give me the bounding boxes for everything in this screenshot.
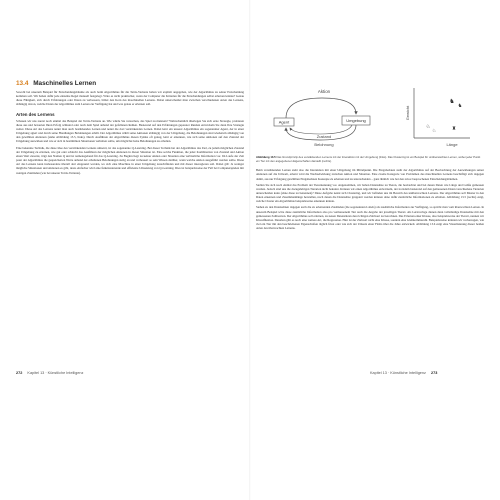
right-page (256, 76, 484, 386)
caption-label: Abbildung 13.5 (256, 156, 276, 159)
paragraph: Stehen zu den Datensätzen dagegen auch die zu erlernenden Zuständen (die sogenannten Labels) als zusätzliche Information zur Verfügung, so spricht man vom überwachten Lernen. In unserem Beispiel wäre diese zusätzliche Information also pro vermessenem Tier auch die Angabe der jeweiligen Tierart. Als Lernvorlage dienen dann vollständige Datensätze mit den gemessenen Zahlwerten. Der Algorithmus soll erlernen, zu neuen Datensätzen den richtigen Zahlwert zu berechnen. Das Erlernen einer Klasse, also beispielsweise der Tierart, nennen wir Klassifikation. Daneben gibt es noch eine weitere Art, die Regression. Hier ist der Zielwert nicht eine Klasse, sondern eine Gleitkommazahl. Beispielsweise könnten wir vorhersagen, wie viel ein Tier mit den beschriebenen Eigenschaften täglich frisst oder wie sich der Umsatz einer Firma über die Jahre entwickelt. Abbildung 13.6 zeigt eine Visualisierung dieser beiden Arten des überwachten Lernens. (256, 205, 484, 231)
right-footer (370, 371, 441, 375)
page-number: 273 (431, 371, 438, 375)
left-page (16, 76, 244, 386)
intro-paragraph: Sowohl bei unserem Beispiel für Entscheidungsbäume als auch beim Algorithmus für die Tetris-Variante haben wir explizit angegeben, wie der Algorithmus zu seiner Entscheidung kommen soll. Wir haben dafür jede einzelne Regel manuell festgelegt. Wäre es nicht praktischer, wenn der Computer die Kriterien für die Entscheidungen selbst erlernen könnte? Genau diese Fähigkeit, sich durch Erfahrungen oder Daten zu verbessern, bildet den Kern des maschinellen Lernens. Dabei unterscheidet man zwischen verschiedenen Arten des Lernens, abhängig davon, welche Daten der Algorithmus zum Lernen zur Verfügung hat und was genau er erlernen soll. (16, 90, 244, 107)
animal-icon: ♜ (451, 126, 457, 132)
animal-icon: ♞ (457, 103, 463, 109)
caption-text: Das Grundprinzip des verstärkenden Lernens mit der Interaktion mit der Umgebung (links). Das Clustering ist ein Beispiel für unüberwachtes Lernen, wobei jeder Punkt ein Tier mit den angegebenen Eigenschaften darstellt (rechts). (256, 156, 481, 163)
figure-13-5 (256, 76, 484, 154)
paragraph: Stellen Sie sich noch einmal das Problem der Tiererkennung vor. Angenommen, wir haben Datensätze zu Tieren, die beobachtet und bei denen Daten wie Länge und Größe gemessen wurden. Jedoch sind uns die dazugehörigen Tierarten nicht bekannt. Können wir einen Algorithmus entwickeln, der trotzdem basierend auf den gemessenen Daten verschiedene Tierarten unterscheiden kann (ohne diese zu benennen)? Diese Aufgabe nennt sich Clustering, und wir befinden uns im Bereich des unüberwachten Lernens. Der Algorithmus soll Muster in den Daten erkennen und Zusammenhänge herstellen, nach denen die Datensätze gruppiert werden können ohne dafür zusätzliche Informationen zu erhalten. Abbildung 13.5 (rechts) zeigt, welche Cluster ein Algorithmus beispielsweise erkennen könnte. (256, 182, 484, 204)
label-aktion: Aktion (317, 89, 331, 94)
paragraph: Beim verstärkenden Lernen steht also die Interaktion mit einer Umgebung im Mittelpunkt. Die Eingabedaten steht der Algorithmus auf der Beobachtung der Auswirkungen seiner Aktionen auf die Umwelt, erlernt wird die Wechselwirkung zwischen Aktion und Situation. Eine zweite Kategorie von Problemen des maschinellen Lernens beschäftigt sich dagegen damit, aus nur Erfolgung gewählten Eingabedaten Konzepte zu erlernen und zu unterscheiden – ganz ähnlich wie bei den zuvor besprochenen Entscheidungsbäumen. (256, 168, 484, 181)
animal-icon: ♘ (425, 124, 431, 130)
label-umgebung: Umgebung (346, 118, 366, 123)
animal-icon: ♞ (449, 99, 455, 105)
cluster-top-right (449, 98, 462, 109)
section-title: Maschinelles Lernen (33, 80, 97, 87)
running-head: Kapitel 13 · Künstliche Intelligenz (370, 371, 426, 375)
section-number: 13.4 (16, 80, 29, 87)
page-number: 272 (16, 371, 23, 375)
label-belohnung: Belohnung (314, 142, 334, 147)
aktion-arrow (286, 98, 356, 118)
paragraph: Eine bekannte Technik, die diese Idee des verstärkenden Lernens umsetzt, ist das sogenannte Q-Learning. Bei dieser Technik hat der Algorithmus das Ziel, zu jedem möglichen Zustand der Umgebung zu erlernen, wie gut oder schlecht das Ausführen der möglichen Aktionen in dieser Situation ist. Eine solche Funktion, die jeder Kombination von Zustand und Aktion einen Wert zuweist, trägt den Namen Q und ist namensgebend für das Q-Learning. Zu Beginn liegt zu keiner Aktion oder Situation eine verlässliche Information vor. Im Laufe der Zeit passt der Algorithmus die gespeicherten Werte anhand der erhaltenen Belohnungen stetig an und verbessert so sein Wissen darüber, wann welche Aktion ausgeführt werden sollte. Diese Art des Lernens kann insbesondere überall dort eingesetzt werden, wo sich eine Maschine in einer Umgebung zurechtfinden und mit dieser interagieren soll. Dabei gilt: Je weniger mögliche Situationen und Aktionen es gibt, desto einfacher wird eine funktionierende und effiziente Umsetzung von Q-Learning. Dies ist beispielsweise der Fall bei Computerspielen mit wenigen Zuständen (wie bei unserer Tetris-Variante). (16, 145, 244, 175)
figure-caption (256, 156, 484, 163)
subsection-heading: Arten des Lernens (16, 111, 55, 117)
figure-diagram (256, 76, 484, 154)
book-gutter (249, 0, 251, 500)
cluster-bottom-left (426, 124, 436, 133)
label-agent: Agent (278, 119, 290, 125)
label-laenge: Länge (446, 142, 458, 147)
paragraph: Schauen wir uns zuerst noch einmal das Beispiel der Tetris-Variante an. Wie würde Sie versuchen, das Spiel zu meistern? Wahrscheinlich überlegen Sie sich erste Strategie, probieren diese aus und bewerten Ihren Erfolg während oder nach dem Spiel anhand der gefallenen Reihen. Basierend auf den Erfahrungen gepasster Runden entwickeln Sie dann Ihre Strategie weiter. Diese Art des Lernens nennt man auch bestärkendes Lernen und nennt die dort verstärkenden Lernen. Dabei lernt ein unserer Algorithmus ein sogenannter Agent, der in einer Umgebung agiert und durch seine Handlungen Belohnungen erhält. Der Algorithmus wählt seine Aktionen abhängig von der Umgebung, die Belohnungen sind wiederum abhängig von den gewählten Aktionen (siehe Abbildung 13.5, links). Durch Ausführen der Algorithmus diesen Zyklus oft genug, lernt er erkennen, wie sich seine Aktionen auf den Zustand der Umgebung auswirken und wie er sich in bestimmten Situationen verhalten sollte, um möglichst hohe Belohnungen zu erhalten. (16, 118, 244, 144)
label-gewicht: Gewicht (405, 105, 410, 121)
section-heading (16, 80, 244, 87)
running-head: Kapitel 13 · Künstliche Intelligenz (27, 371, 84, 375)
animal-icon: ♘ (431, 128, 437, 133)
label-zustand: Zustand (316, 134, 332, 139)
cluster-bottom-right (452, 126, 456, 132)
belohnung-arrow (290, 125, 352, 134)
left-footer (16, 371, 83, 375)
